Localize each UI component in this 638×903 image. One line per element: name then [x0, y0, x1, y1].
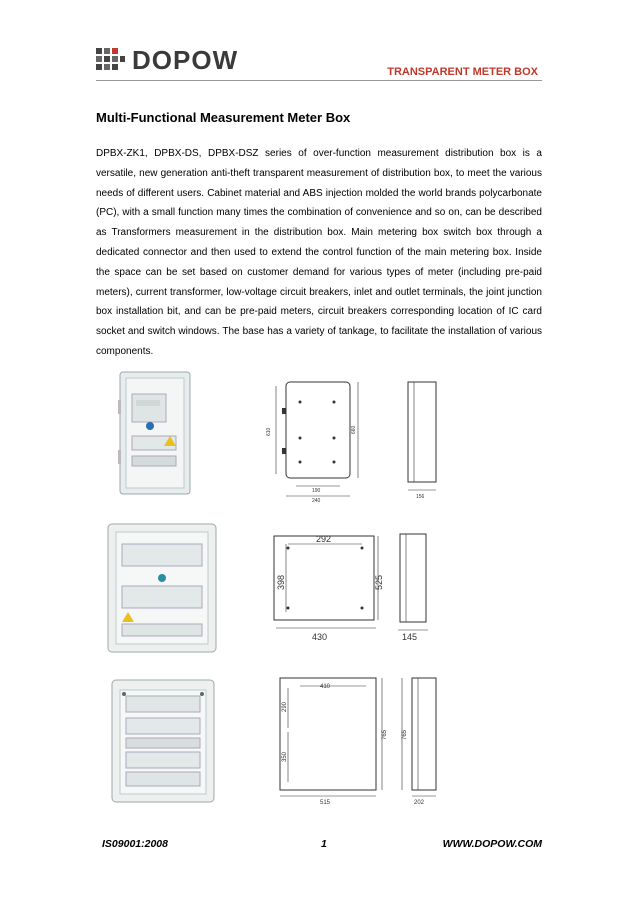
footer-iso: IS09001:2008 — [102, 838, 168, 850]
dim-765-side: 765 — [402, 729, 408, 740]
drawing-3-front — [270, 672, 392, 806]
logo-mark-icon — [96, 46, 126, 74]
header-title: TRANSPARENT METER BOX — [387, 66, 538, 78]
dim-290: 290 — [282, 701, 288, 712]
section-heading: Multi-Functional Measurement Meter Box — [96, 110, 351, 125]
dim-660: 660 — [351, 425, 357, 434]
dim-190: 190 — [312, 488, 321, 494]
dim-610: 610 — [266, 427, 272, 436]
meter-box-photo-1 — [118, 370, 198, 498]
header-divider — [96, 80, 542, 81]
dim-202: 202 — [414, 800, 425, 806]
drawing-1-front — [256, 378, 366, 508]
drawing-2-side — [396, 530, 436, 642]
dopow-logo — [96, 46, 238, 74]
drawing-2-width — [272, 626, 382, 642]
dim-398: 398 — [276, 574, 286, 590]
dim-292: 292 — [316, 534, 332, 544]
dim-525: 525 — [374, 574, 384, 590]
dim-240: 240 — [312, 498, 321, 504]
drawing-3-side — [394, 672, 446, 806]
meter-box-photo-2 — [104, 520, 222, 656]
dim-145: 145 — [402, 632, 418, 642]
dim-350: 350 — [282, 751, 288, 762]
page-number: 1 — [321, 838, 327, 850]
description-paragraph: DPBX-ZK1, DPBX-DS, DPBX-DSZ series of over-function measurement distribution box is a versatile, new generation anti-theft transparent measurement of distribution box, to meet the various needs of different users. Cabinet material and ABS injection molded the world brands polycarbonate (PC), with a small function many times the combination of convenience and so on, can be described as Transformers measurement in the distribution box. Main metering box switch box through a dedicated connector and then used to extend the control function of the main metering box. Inside the space can be set based on customer demand for various types of meter (including pre-paid meters), current transformer, low-voltage circuit breakers, inlet and outlet terminals, the joint junction box installation bit, and can be pre-paid meters, circuit breakers corresponding location of IC card socket and switch windows. The base has a variety of tankage, to facilitate the installation of various components. — [96, 148, 542, 357]
dim-156: 156 — [416, 494, 425, 500]
dim-410: 410 — [320, 684, 331, 690]
drawing-2-front — [258, 528, 386, 632]
logo-text: DOPOW — [132, 45, 239, 75]
dim-430: 430 — [312, 632, 328, 642]
dim-515: 515 — [320, 800, 331, 806]
dim-765: 765 — [382, 729, 388, 740]
drawing-1-side — [402, 378, 450, 502]
footer-website: WWW.DOPOW.COM — [442, 838, 542, 850]
meter-box-photo-3 — [108, 676, 220, 806]
